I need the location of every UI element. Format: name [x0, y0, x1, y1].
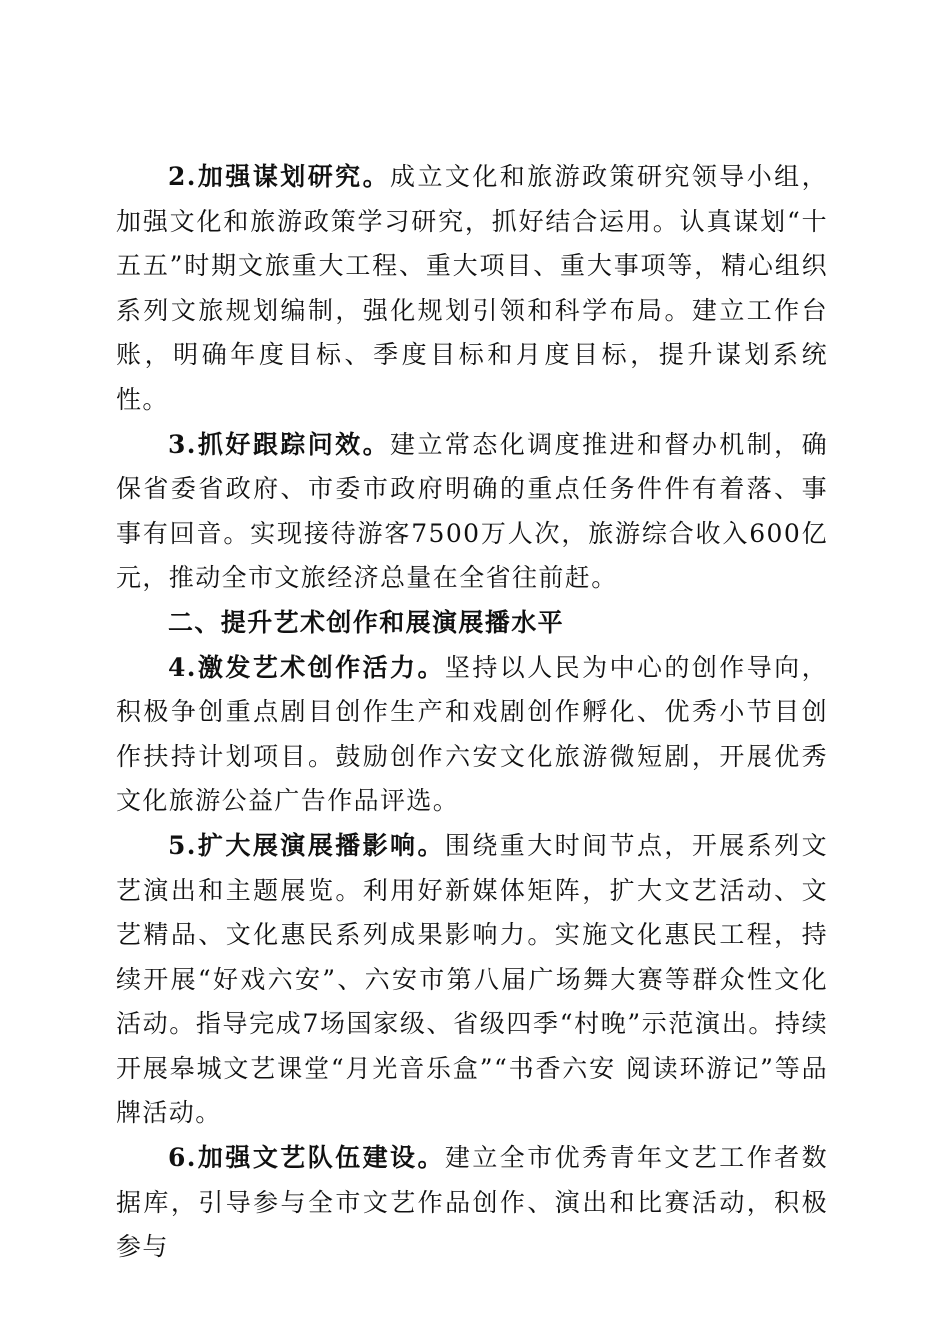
- paragraph-lead: 5.扩大展演展播影响。: [168, 830, 445, 860]
- paragraph-item-2: [116, 155, 828, 423]
- paragraph-item-4: [116, 646, 828, 824]
- paragraph-text: 建立全市优秀青年文艺工作者数据库，引导参与全市文艺作品创作、演出和比赛活动，积极参与: [116, 1143, 828, 1262]
- paragraph-item-3: [116, 423, 828, 601]
- paragraph-lead: 3.抓好跟踪问效。: [168, 429, 391, 459]
- section-heading: 二、提升艺术创作和展演展播水平: [168, 607, 565, 637]
- paragraph-item-6: [116, 1136, 828, 1270]
- paragraph-item-5: [116, 824, 828, 1136]
- paragraph-lead: 4.激发艺术创作活力。: [168, 652, 445, 682]
- document-body: [116, 155, 828, 1270]
- paragraph-text: 成立文化和旅游政策研究领导小组，加强文化和旅游政策学习研究，抓好结合运用。认真谋划“十五五”时期文旅重大工程、重大项目、重大事项等，精心组织系列文旅规划编制，强化规划引领和科学布局。建立工作台账，明确年度目标、季度目标和月度目标，提升谋划系统性。: [116, 162, 828, 414]
- paragraph-text: 围绕重大时间节点，开展系列文艺演出和主题展览。利用好新媒体矩阵，扩大文艺活动、文艺精品、文化惠民系列成果影响力。实施文化惠民工程，持续开展“好戏六安”、六安市第八届广场舞大赛等群众性文化活动。指导完成7场国家级、省级四季“村晚”示范演出。持续开展皋城文艺课堂“月光音乐盒”“书香六安 阅读环游记”等品牌活动。: [116, 830, 828, 1128]
- paragraph-text: 坚持以人民为中心的创作导向，积极争创重点剧目创作生产和戏剧创作孵化、优秀小节目创作扶持计划项目。鼓励创作六安文化旅游微短剧，开展优秀文化旅游公益广告作品评选。: [116, 652, 828, 816]
- paragraph-lead: 6.加强文艺队伍建设。: [168, 1143, 445, 1173]
- paragraph-text: 建立常态化调度推进和督办机制，确保省委省政府、市委市政府明确的重点任务件件有着落、事事有回音。实现接待游客7500万人次，旅游综合收入600亿元，推动全市文旅经济总量在全省往前赶。: [116, 429, 828, 593]
- paragraph-lead: 2.加强谋划研究。: [168, 162, 391, 191]
